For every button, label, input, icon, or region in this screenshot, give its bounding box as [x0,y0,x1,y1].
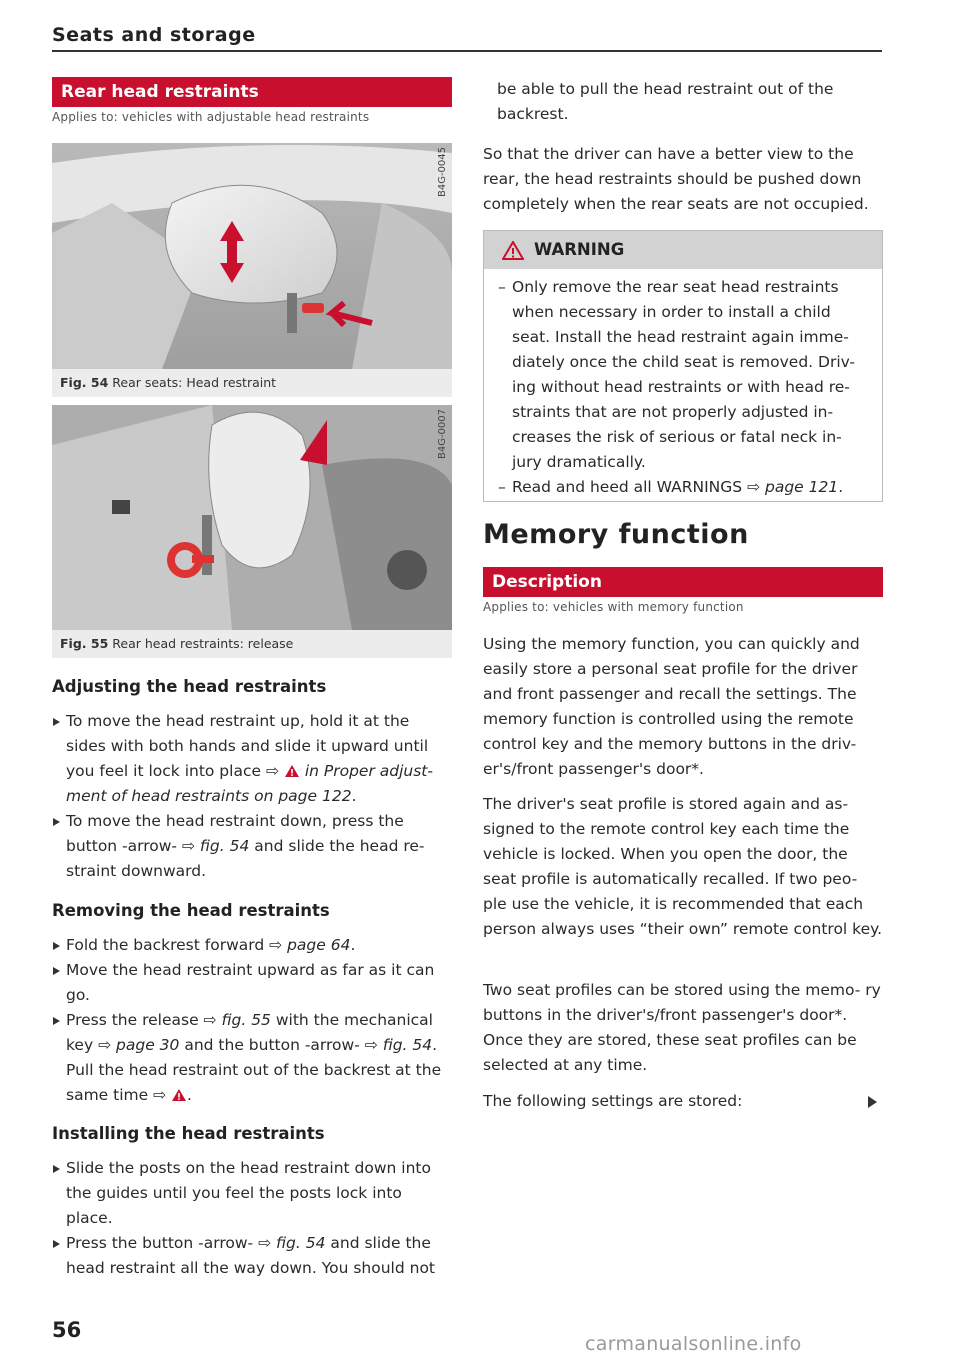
arrow-ref-icon: ⇨ [265,762,279,780]
figure-55-text: Rear head restraints: release [112,636,294,651]
arrow-ref-icon: ⇨ [98,1036,112,1054]
warning-box [483,230,883,502]
figure-55-code: B4G-0007 [437,409,448,460]
removing-step-1: Fold the backrest forward ⇨ page 64. [52,933,452,958]
heading-removing: Removing the head restraints [52,901,330,920]
installing-step-2: Press the button -arrow- ⇨ fig. 54 and slide the head restraint all the way down. You should not [52,1231,452,1281]
memory-paragraph-2: The driver's seat profile is stored again and as- signed to the remote control key each time the vehicle is locked. When you open the door, the seat profile is automatically recalled. If two peo- ple use the vehicle, it is recommended that each person always uses “their own” remote control key. [483,795,883,938]
warning-title: WARNING [534,240,625,259]
heading-adjusting: Adjusting the head restraints [52,677,327,696]
arrow-ref-icon: ⇨ [181,837,195,855]
warning-triangle-icon [171,1088,187,1102]
applies-to-text: Applies to: vehicles with adjustable head restraints [52,110,370,124]
adjusting-step-1-link[interactable]: in Proper adjust- ment of head restraints on page 122 [66,762,433,805]
warning-item-2: – Read and heed all WARNINGS ⇨ page 121. [498,475,868,500]
removing-step-3-link-fig54[interactable]: fig. 54 [382,1036,433,1054]
adjusting-list [52,709,452,884]
adjusting-step-1: To move the head restraint up, hold it at the sides with both hands and slide it upward until you feel it lock into place ⇨ in Proper adjust- ment of head restraints on page 122. [52,709,452,809]
arrow-ref-icon: ⇨ [747,478,761,496]
warning-item-2-link[interactable]: page 121 [765,478,839,496]
arrow-ref-icon: ⇨ [364,1036,378,1054]
removing-step-1-link[interactable]: page 64 [287,936,351,954]
header-rule [52,50,882,52]
page-number: 56 [52,1318,82,1342]
memory-paragraph-4: The following settings are stored: [483,1092,743,1110]
memory-paragraph-1: Using the memory function, you can quickly and easily store a personal seat profile for the driver and front passenger and recall the settings. The memory function is controlled using the remote control key and the memory buttons in the driv- er's/front passenger's door*. [483,635,860,778]
removing-list [52,933,452,1108]
arrow-ref-icon: ⇨ [258,1234,272,1252]
watermark[interactable]: carmanualsonline.info [585,1333,802,1355]
paragraph-driver-view: So that the driver can have a better view to the rear, the head restraints should be pushed down completely when the rear seats are not occupied. [483,145,869,213]
figure-54-label: Fig. 54 [60,375,109,390]
arrow-ref-icon: ⇨ [203,1011,217,1029]
arrow-ref-icon: ⇨ [153,1086,167,1104]
continue-arrow-icon [868,1096,877,1108]
installing-step-1: Slide the posts on the head restraint down into the guides until you feel the posts lock into place. [52,1156,452,1231]
memory-applies-text: Applies to: vehicles with memory function [483,600,744,614]
figure-55-image [52,405,452,630]
figure-55-caption [52,630,452,658]
header-title: Seats and storage [52,24,256,46]
section-title-rear-head-restraints: Rear head restraints [52,77,452,107]
removing-step-3: Press the release ⇨ fig. 55 with the mechanical key ⇨ page 30 and the button -arrow- ⇨ fig. 54. Pull the head restraint out of the backrest at the same time ⇨ . [52,1008,452,1108]
adjusting-step-2: To move the head restraint down, press the button -arrow- ⇨ fig. 54 and slide the head re- straint downward. [52,809,452,884]
removing-step-3-link-page30[interactable]: page 30 [116,1036,180,1054]
warning-header [484,231,882,269]
continued-paragraph: be able to pull the head restraint out of the backrest. [497,80,834,123]
memory-paragraph-3: Two seat profiles can be stored using the memo- ry buttons in the driver's/front passenger's door*. Once they are stored, these seat profiles can be selected at any time. [483,981,881,1074]
figure-54-image [52,143,452,369]
installing-list [52,1156,452,1281]
warning-item-1: – Only remove the rear seat head restraints when necessary in order to install a child seat. Install the head restraint again imme- diately once the child seat is removed. Driv- ing without head restraints or with head re- straints that are not properly adjusted in- creases the risk of serious or fatal neck in- jury dramatically. [498,275,868,475]
description-title: Description [483,567,883,597]
warning-body [484,269,882,500]
removing-step-2: Move the head restraint upward as far as it can go. [52,958,452,1008]
warning-triangle-icon [502,241,524,260]
adjusting-step-2-link[interactable]: fig. 54 [199,837,250,855]
figure-54-caption [52,369,452,397]
removing-step-3-link-fig55[interactable]: fig. 55 [221,1011,271,1029]
memory-function-title: Memory function [483,519,749,550]
heading-installing: Installing the head restraints [52,1124,325,1143]
figure-54-code: B4G-0045 [437,147,448,198]
arrow-ref-icon: ⇨ [269,936,283,954]
figure-54-text: Rear seats: Head restraint [112,375,277,390]
installing-step-2-link[interactable]: fig. 54 [276,1234,326,1252]
figure-55-label: Fig. 55 [60,636,109,651]
warning-triangle-icon [284,764,300,778]
